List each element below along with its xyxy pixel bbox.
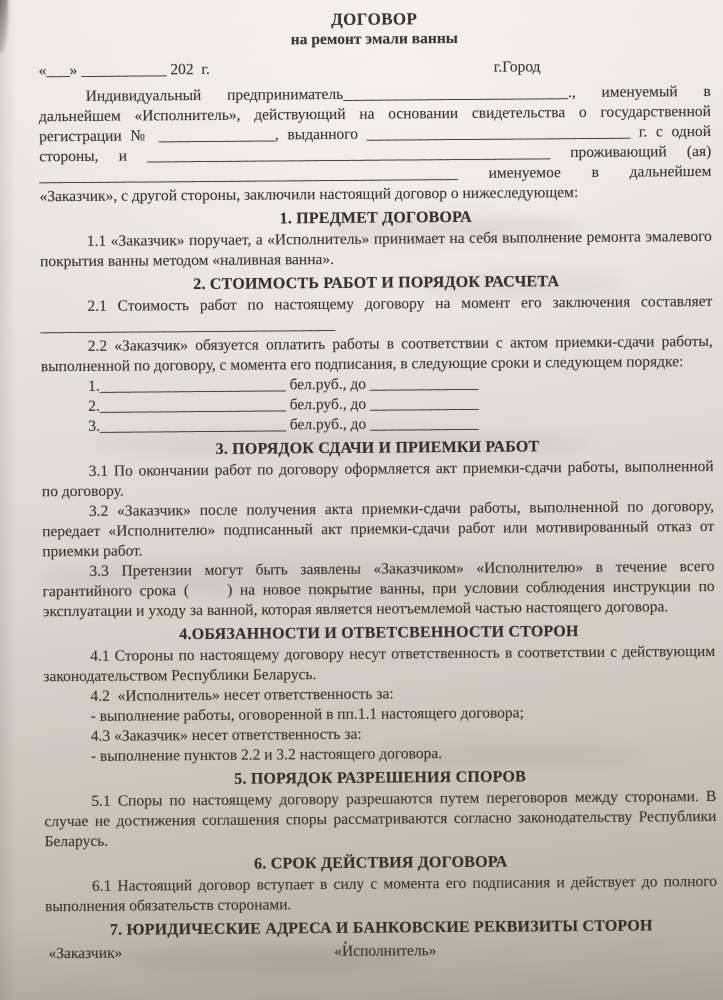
clause-2-1-blank-line: ______________________________________ [40,315,336,336]
contractor-signature-label: «Исполнитель» [334,942,437,960]
clause-4-2-item: - выполнение работы, оговоренной в пп.1.1 настоящего договора; [90,704,524,725]
preamble-paragraph [39,82,712,207]
section-1-heading: 1. ПРЕДМЕТ ДОГОВОРА [279,208,472,228]
preamble-line: Индивидуальный предприниматель_____________________________., именуемый в [85,82,711,105]
scan-corner-shadow [0,0,8,52]
preamble-line: ______________________________________________________ именуемое в дальнейшем [39,162,712,186]
date-blank-line: «___» ___________ 202 г. [38,60,210,80]
clause-3-3: 3.3 Претензии могут быть заявлены «Заказчиком» «Исполнителю» в течение всего гарантийного срока ( ) на новое покрытие ванны, при условии соблюдения инструкции по эксплуатации и уходу за ванной, которая является неотъемлемой частью настоящего договора. [42,557,715,621]
clause-3-2: 3.2 «Заказчик» после получения акта приемки-сдачи работы, выполненной по договору, передает «Исполнителю» подписанный акт приемки-сдачи работ или мотивированный отказ от приемки работ. [42,497,715,561]
clause-3-1: 3.1 По окончании работ по договору оформляется акт приемки-сдачи работы, выполненной по договору. [41,457,714,501]
clause-1-1: 1.1 «Заказчик» поручает, а «Исполнитель» принимает на себя выполнение ремонта эмалевого покрытия ванны методом «наливная ванна». [39,227,712,271]
document-subtitle: на ремонт эмали ванны [290,29,458,49]
document-title: ДОГОВОР [330,9,418,29]
clause-5-1: 5.1 Споры по настоящему договору разрешаются путем переговоров между сторонами. В случае не достижения соглашения споры рассматриваются согласно законодательству Республики Беларусь. [44,787,717,851]
preamble-line: регистрации № _______________, выданного __________________________________ г. с одной [39,122,712,146]
section-7-heading: 7. ЮРИДИЧЕСКИЕ АДРЕСА И БАНКОВСКИЕ РЕКВИЗИТЫ СТОРОН [109,917,653,939]
preamble-line: дальнейшем «Исполнитель», действующий на основании свидетельства о государственной [38,102,711,126]
city-label: г.Город [493,58,541,76]
section-6-heading: 6. СРОК ДЕЙСТВИЯ ДОГОВОРА [254,853,508,873]
clause-6-1: 6.1 Настоящий договор вступает в силу с момента его подписания и действует до полного выполнения обязательств сторонами. [45,872,718,916]
clause-2-1: 2.1 Стоимость работ по настоящему договору на момент его заключения составляет [87,292,713,315]
clause-4-3: 4.3 «Заказчик» несет ответственность за: [90,725,362,745]
preamble-line: «Заказчик», с другой стороны, заключили настоящий договор о нижеследующем: [39,183,579,206]
clause-4-1: 4.1 Стороны по настоящему договору несут ответственность в соответствии с действующим законодательством Республики Беларусь. [43,642,716,686]
clause-4-2: 4.2 «Исполнитель» несет ответственность за: [90,685,394,705]
preamble-line: стороны, и ____________________________________________________ проживающий (ая) [39,142,712,166]
contract-document [38,0,718,964]
clause-2-2: 2.2 «Заказчик» обязуется оплатить работы в соответствии с актом приемки-сдачи работы, выполненной по договору, с момента его подписания, в следующие сроки и следующем порядке: [40,332,713,376]
payment-item-2: 2.________________________ бел.руб., до ______________ [88,394,479,415]
section-5-heading: 5. ПОРЯДОК РАЗРЕШЕНИЯ СПОРОВ [234,768,527,788]
date-city-row [38,56,710,81]
section-2-heading: 2. СТОИМОСТЬ РАБОТ И ПОРЯДОК РАСЧЕТА [193,273,560,294]
payment-item-3: 3.________________________ бел.руб., до ______________ [88,414,479,435]
customer-signature-label: «Заказчик» [48,944,123,963]
section-3-heading: 3. ПОРЯДОК СДАЧИ И ПРИЕМКИ РАБОТ [215,438,540,458]
payment-item-1: 1.________________________ бел.руб., до ______________ [87,374,479,395]
section-4-heading: 4.ОБЯЗАННОСТИ И ОТВЕТСВЕННОСТИ СТОРОН [179,623,579,644]
signature-row [45,939,717,964]
clause-4-3-item: - выполнение пунктов 2.2 и 3.2 настоящего договора. [90,745,443,765]
